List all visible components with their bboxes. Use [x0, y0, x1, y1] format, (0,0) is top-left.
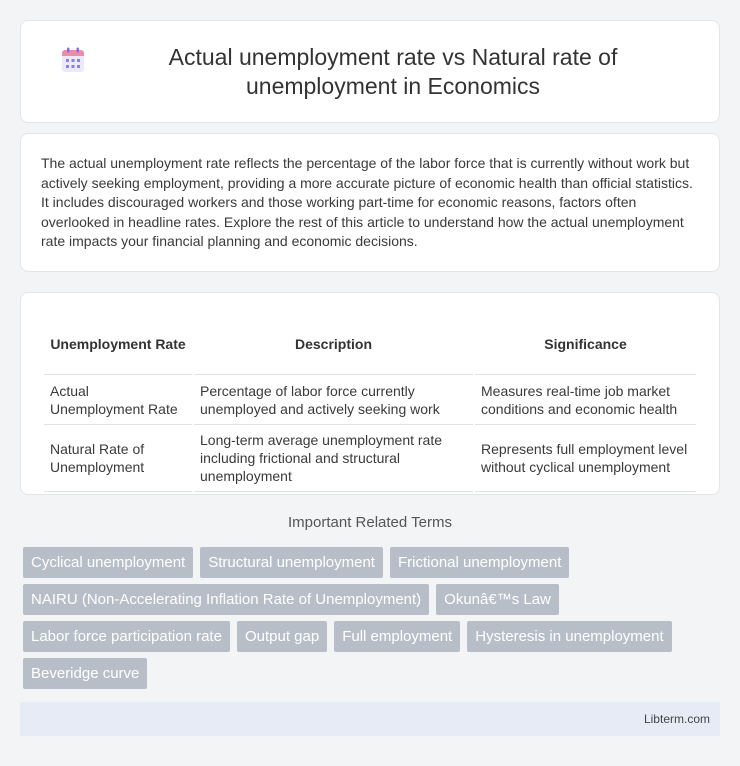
- related-term-tag[interactable]: Beveridge curve: [23, 658, 147, 689]
- related-term-tag[interactable]: Structural unemployment: [200, 547, 383, 578]
- table-row: [44, 425, 696, 492]
- related-term-tag[interactable]: Output gap: [237, 621, 327, 652]
- table-cell: Long-term average unemployment rate including frictional and structural unemployment: [194, 425, 473, 492]
- related-terms-list: [23, 547, 723, 695]
- table-row: [44, 375, 696, 425]
- related-term-tag[interactable]: Okunâ€™s Law: [436, 584, 559, 615]
- title-wrap: [61, 43, 679, 101]
- header-unemployment-rate: Unemployment Rate: [44, 313, 192, 375]
- intro-card: [20, 133, 720, 272]
- comparison-table-card: [20, 292, 720, 495]
- title-card: [20, 20, 720, 123]
- page-title: Actual unemployment rate vs Natural rate of unemployment in Economics: [168, 43, 618, 99]
- intro-paragraph: The actual unemployment rate reflects the percentage of the labor force that is currently without work but actively seeking employment, providing a more accurate picture of economic health than official statistics. It includes discouraged workers and those working part-time for economic reasons, factors often overlooked in headline rates. Explore the rest of this article to understand how the actual unemployment rate impacts your financial planning and economic decisions.: [41, 155, 693, 250]
- table-cell: Represents full employment level without cyclical unemployment: [475, 425, 696, 492]
- table-cell: Percentage of labor force currently unemployed and actively seeking work: [194, 375, 473, 425]
- related-term-tag[interactable]: Hysteresis in unemployment: [467, 621, 671, 652]
- table-cell: Natural Rate of Unemployment: [44, 425, 192, 492]
- related-term-tag[interactable]: NAIRU (Non-Accelerating Inflation Rate of Unemployment): [23, 584, 429, 615]
- comparison-table: [42, 313, 698, 492]
- related-term-tag[interactable]: Frictional unemployment: [390, 547, 569, 578]
- table-cell: Measures real-time job market conditions and economic health: [475, 375, 696, 425]
- header-significance: Significance: [475, 313, 696, 375]
- related-term-tag[interactable]: Cyclical unemployment: [23, 547, 193, 578]
- related-term-tag[interactable]: Full employment: [334, 621, 460, 652]
- footer: [20, 702, 720, 736]
- header-description: Description: [194, 313, 473, 375]
- calendar-icon: [61, 47, 85, 73]
- related-term-tag[interactable]: Labor force participation rate: [23, 621, 230, 652]
- footer-brand-link[interactable]: Libterm.com: [643, 712, 710, 726]
- table-cell: Actual Unemployment Rate: [44, 375, 192, 425]
- related-terms-heading: Important Related Terms: [288, 514, 452, 531]
- table-header-row: [44, 313, 696, 375]
